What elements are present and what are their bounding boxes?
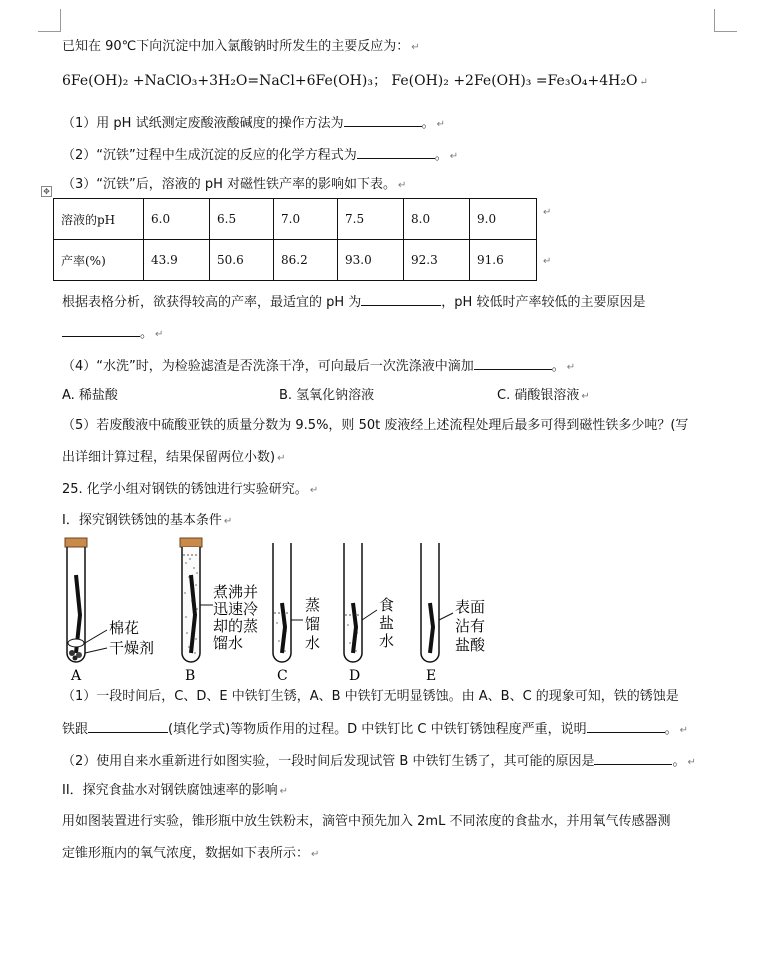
label-boiled-water-2: 迅速冷 <box>213 600 259 618</box>
equation: 6Fe(OH)₂ +NaClO₃+3H₂O=NaCl+6Fe(OH)₃； Fe(OH)₂ +2Fe(OH)₃ =Fe₃O₄+4H₂O <box>62 73 638 89</box>
question-25: 25. 化学小组对钢铁的锈蚀进行实验研究。 ↵ <box>62 482 319 497</box>
answer-blank <box>361 292 441 306</box>
question-3: （3）“沉铁”后，溶液的 pH 对磁性铁产率的影响如下表。 ↵ <box>62 177 407 192</box>
label-hcl-3: 盐酸 <box>455 636 486 654</box>
label-hcl-2: 沾有 <box>455 617 486 635</box>
table-cell: 6.0 <box>144 199 210 240</box>
tube-c <box>273 543 320 683</box>
table-cell: 86.2 <box>274 240 338 281</box>
final-line-1: 用如图装置进行实验，锥形瓶中放生铁粉末，滴管中预先加入 2mL 不同浓度的食盐水，并用氧气传感器测 <box>62 814 671 829</box>
option-c: C. 硝酸银溶液 <box>497 388 580 403</box>
label-saltwater-1: 食 <box>379 596 395 614</box>
label-hcl-1: 表面 <box>455 598 486 616</box>
table-row <box>54 240 537 281</box>
question-5-line-2: 出详细计算过程，结果保留两位小数) ↵ <box>62 450 286 465</box>
analysis-line-2: 。 ↵ <box>62 323 163 344</box>
answer-blank <box>357 145 435 159</box>
label-desiccant: 干燥剂 <box>109 639 155 657</box>
answer-blank <box>587 719 665 733</box>
label-boiled-water-1: 煮沸并 <box>213 583 259 601</box>
question-4: （4）“水洗”时，为检验滤渣是否洗涤干净，可向最后一次洗涤液中滴加 。 ↵ <box>62 356 575 377</box>
ph-yield-table <box>53 198 537 281</box>
label-distilled-3: 水 <box>305 634 321 652</box>
table-cell: 50.6 <box>210 240 274 281</box>
answer-blank <box>62 323 140 337</box>
answer-blank <box>88 719 168 733</box>
option-a: A. 稀盐酸 <box>62 388 118 403</box>
page-corner-top-left <box>38 9 61 32</box>
table-cell: 92.3 <box>404 240 470 281</box>
table-row-label: 溶液的pH <box>54 199 144 240</box>
part1-q2: （2）使用自来水重新进行如图实验，一段时间后发现试管 B 中铁钉生锈了，其可能的原因是 。 ↵ <box>62 751 696 772</box>
table-cell: 93.0 <box>338 240 404 281</box>
answer-blank <box>474 356 552 370</box>
tube-d <box>344 543 394 683</box>
final-line-2: 定锥形瓶内的氧气浓度，数据如下表所示： ↵ <box>62 846 320 861</box>
equation-line: 6Fe(OH)₂ +NaClO₃+3H₂O=NaCl+6Fe(OH)₃； Fe(OH)₂ +2Fe(OH)₃ =Fe₃O₄+4H₂O ↵ <box>62 73 648 89</box>
tube-letter-b: B <box>185 668 196 683</box>
question-2: （2）“沉铁”过程中生成沉淀的反应的化学方程式为 。 ↵ <box>62 145 458 166</box>
tube-letter-c: C <box>277 668 288 683</box>
tube-letter-d: D <box>349 668 361 683</box>
part1-q1-line-2: 铁跟 (填化学式)等物质作用的过程。D 中铁钉比 C 中铁钉锈蚀程度严重，说明 。 ↵ <box>62 719 688 740</box>
part-1-title: I．探究钢铁锈蚀的基本条件 ↵ <box>62 513 233 528</box>
label-saltwater-2: 盐 <box>379 614 395 632</box>
label-distilled-1: 蒸 <box>305 596 321 614</box>
table-row-label: 产率(%) <box>54 240 144 281</box>
table-cell: 8.0 <box>404 199 470 240</box>
table-move-handle-icon[interactable]: ✥ <box>41 186 52 197</box>
tube-a <box>65 538 154 683</box>
tube-b <box>180 538 258 683</box>
page-corner-top-right <box>714 9 737 32</box>
paragraph-mark: ↵ <box>411 42 420 53</box>
label-distilled-2: 馏 <box>305 615 321 633</box>
table-row <box>54 199 537 240</box>
question-1: （1）用 pH 试纸测定废酸液酸碱度的操作方法为 。 ↵ <box>62 113 445 134</box>
table-cell: 7.0 <box>274 199 338 240</box>
test-tube-figure <box>55 535 525 683</box>
tube-letter-e: E <box>426 668 437 683</box>
table-cell: 91.6 <box>470 240 537 281</box>
question-5-line-1: （5）若废酸液中硫酸亚铁的质量分数为 9.5%，则 50t 废液经上述流程处理后最多可得到磁性铁多少吨？(写 <box>62 418 689 433</box>
label-boiled-water-4: 馏水 <box>213 634 244 652</box>
tube-e <box>421 543 486 683</box>
table-cell: 43.9 <box>144 240 210 281</box>
part1-q1-line-1: （1）一段时间后，C、D、E 中铁钉生锈，A、B 中铁钉无明显锈蚀。由 A、B、C 的现象可知，铁的锈蚀是 <box>62 689 679 704</box>
option-b: B. 氢氧化钠溶液 <box>279 388 375 403</box>
intro-line: 已知在 90℃下向沉淀中加入氯酸钠时所发生的主要反应为： ↵ <box>62 39 420 54</box>
tube-letter-a: A <box>71 668 82 683</box>
table-cell: 6.5 <box>210 199 274 240</box>
row-end-mark: ↵ <box>543 256 552 267</box>
part-2-title: II．探究食盐水对钢铁腐蚀速率的影响 ↵ <box>62 783 289 798</box>
label-cotton: 棉花 <box>109 619 140 637</box>
table-cell: 7.5 <box>338 199 404 240</box>
label-saltwater-3: 水 <box>379 632 395 650</box>
row-end-mark: ↵ <box>543 207 552 218</box>
table-cell: 9.0 <box>470 199 537 240</box>
option-c-line: C. 硝酸银溶液 ↵ <box>497 388 590 403</box>
answer-blank <box>344 113 422 127</box>
analysis-line-1: 根据表格分析，欲获得较高的产率，最适宜的 pH 为 ，pH 较低时产率较低的主要原因是 <box>62 292 645 312</box>
answer-blank <box>594 751 672 765</box>
label-boiled-water-3: 却的蒸 <box>213 617 259 635</box>
